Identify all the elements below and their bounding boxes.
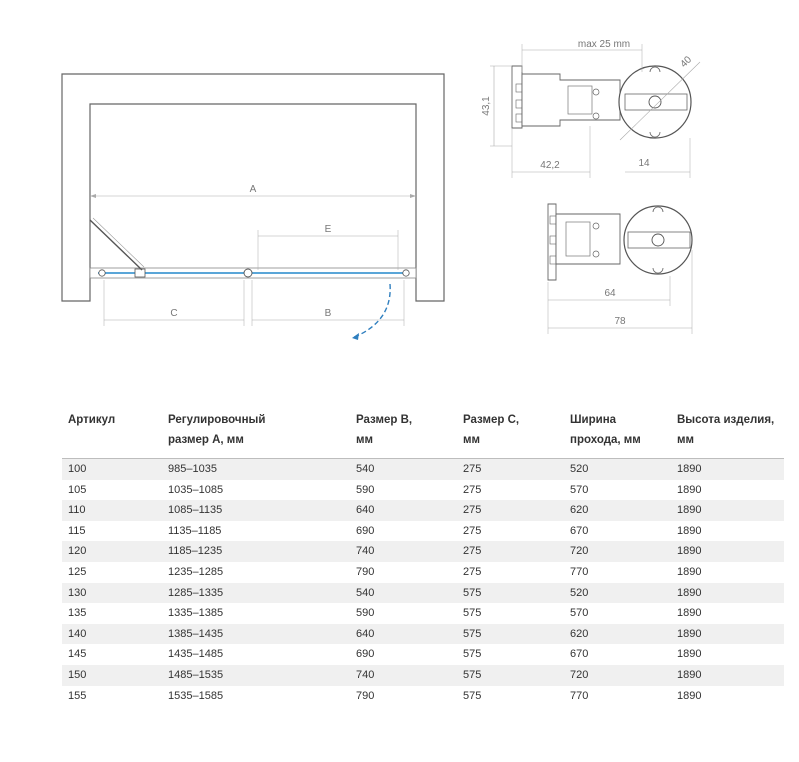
label-a: A xyxy=(249,184,257,195)
dim-width-label: 42,2 xyxy=(540,160,560,171)
cell-size-c: 275 xyxy=(457,500,564,521)
header-size-c: Размер С, мм xyxy=(457,408,564,459)
main-plan-drawing xyxy=(62,74,444,340)
cell-passage-width: 570 xyxy=(570,483,589,496)
cell-height: 1890 xyxy=(677,648,702,661)
cell-size-c: 275 xyxy=(463,524,482,537)
table-row xyxy=(62,665,784,686)
cell-article: 100 xyxy=(62,459,162,480)
hinge-left xyxy=(99,270,105,276)
cell-size-b: 540 xyxy=(350,583,457,604)
cell-size-b: 690 xyxy=(356,648,375,661)
dim-max-label: max 25 mm xyxy=(577,39,631,50)
header-height: Высота изделия, мм xyxy=(671,408,784,459)
cell-size-a: 1185–1235 xyxy=(162,541,350,562)
cell-passage-width: 770 xyxy=(570,689,589,702)
cell-height: 1890 xyxy=(671,500,784,521)
dim-78-label: 78 xyxy=(614,316,626,327)
label-e: E xyxy=(324,224,332,235)
connector-block xyxy=(135,269,145,277)
cell-size-a: 1435–1485 xyxy=(168,648,224,661)
cell-size-c: 575 xyxy=(457,583,564,604)
cell-size-a: 1285–1335 xyxy=(162,583,350,604)
header-article: Артикул xyxy=(62,408,162,459)
cell-size-c: 575 xyxy=(457,624,564,645)
table-row xyxy=(62,603,784,624)
cell-height: 1890 xyxy=(671,583,784,604)
table-row xyxy=(62,562,784,583)
cell-passage-width: 670 xyxy=(570,524,589,537)
table-row xyxy=(62,500,784,521)
cell-article: 120 xyxy=(62,541,162,562)
cell-height: 1890 xyxy=(671,624,784,645)
hinge-center xyxy=(244,269,252,277)
cell-passage-width: 620 xyxy=(564,500,671,521)
cell-size-a: 985–1035 xyxy=(162,459,350,480)
cell-height: 1890 xyxy=(677,565,702,578)
cell-size-c: 575 xyxy=(463,607,482,620)
table-row xyxy=(62,541,784,562)
cell-article: 130 xyxy=(62,583,162,604)
cell-size-b: 540 xyxy=(350,459,457,480)
cell-size-a: 1335–1385 xyxy=(168,607,224,620)
cell-size-a: 1135–1185 xyxy=(168,524,222,537)
cell-size-a: 1535–1585 xyxy=(168,689,224,702)
cell-size-b: 640 xyxy=(350,500,457,521)
cell-passage-width: 620 xyxy=(564,624,671,645)
door-swing-arc xyxy=(352,284,390,338)
cell-passage-width: 720 xyxy=(564,541,671,562)
cell-passage-width: 520 xyxy=(564,583,671,604)
cell-article: 150 xyxy=(62,665,162,686)
cell-size-b: 590 xyxy=(356,483,375,496)
cell-article: 155 xyxy=(68,689,87,702)
cell-article: 115 xyxy=(68,524,86,537)
cell-size-a: 1235–1285 xyxy=(168,565,224,578)
cell-height: 1890 xyxy=(671,541,784,562)
cell-size-a: 1385–1435 xyxy=(162,624,350,645)
dim-height-label: 43,1 xyxy=(481,96,492,116)
cell-size-b: 690 xyxy=(356,524,375,537)
cell-passage-width: 670 xyxy=(570,648,589,661)
hinge-right xyxy=(403,270,409,276)
cell-size-b: 790 xyxy=(356,689,375,702)
cell-size-b: 640 xyxy=(350,624,457,645)
cell-size-a: 1485–1535 xyxy=(162,665,350,686)
label-c: C xyxy=(170,308,178,319)
swing-arrow-icon xyxy=(352,333,359,340)
cell-article: 125 xyxy=(68,565,87,578)
cell-article: 110 xyxy=(62,500,162,521)
header-passage-width: Ширина прохода, мм xyxy=(564,408,671,459)
cell-size-c: 575 xyxy=(463,689,482,702)
cell-height: 1890 xyxy=(677,689,702,702)
technical-drawings xyxy=(0,0,799,360)
cell-article: 140 xyxy=(62,624,162,645)
table-row xyxy=(62,686,784,707)
cell-size-b: 790 xyxy=(356,565,375,578)
table-row xyxy=(62,644,784,665)
table-row xyxy=(62,480,784,501)
table-row xyxy=(62,459,784,480)
cell-size-a: 1035–1085 xyxy=(168,483,224,496)
profile-channel-bottom xyxy=(556,214,620,264)
table-header-row xyxy=(62,408,784,459)
cell-article: 145 xyxy=(68,648,87,661)
cell-size-b: 590 xyxy=(356,607,375,620)
cell-size-c: 575 xyxy=(463,648,482,661)
label-b: B xyxy=(324,308,332,319)
header-size-a: Регулировочный размер А, мм xyxy=(162,408,350,459)
cell-size-b: 740 xyxy=(350,665,457,686)
cell-article: 135 xyxy=(68,607,87,620)
header-size-b: Размер В, мм xyxy=(350,408,457,459)
cell-size-c: 275 xyxy=(463,483,482,496)
cell-passage-width: 520 xyxy=(564,459,671,480)
cell-height: 1890 xyxy=(671,459,784,480)
dim-small-label: 14 xyxy=(638,158,650,169)
spec-table xyxy=(62,408,784,706)
cell-size-a: 1085–1135 xyxy=(162,500,350,521)
profile-section-bottom xyxy=(548,204,692,334)
cell-height: 1890 xyxy=(677,483,702,496)
cell-height: 1890 xyxy=(671,665,784,686)
dim-angle-label: 40 xyxy=(678,54,695,71)
table-row xyxy=(62,583,784,604)
cell-height: 1890 xyxy=(677,524,702,537)
profile-channel xyxy=(522,74,620,126)
table-row xyxy=(62,624,784,645)
dim-64-label: 64 xyxy=(604,288,616,299)
cell-passage-width: 720 xyxy=(564,665,671,686)
cell-size-c: 275 xyxy=(463,565,482,578)
table-body xyxy=(62,459,784,707)
cell-size-c: 575 xyxy=(457,665,564,686)
table-row xyxy=(62,521,784,542)
cell-passage-width: 770 xyxy=(570,565,589,578)
cell-height: 1890 xyxy=(677,607,702,620)
cell-size-c: 275 xyxy=(457,541,564,562)
profile-section-top xyxy=(481,39,700,178)
cell-passage-width: 570 xyxy=(570,607,589,620)
cell-size-b: 740 xyxy=(350,541,457,562)
stabilizer-bar xyxy=(90,220,142,270)
cell-article: 105 xyxy=(68,483,87,496)
cell-size-c: 275 xyxy=(457,459,564,480)
